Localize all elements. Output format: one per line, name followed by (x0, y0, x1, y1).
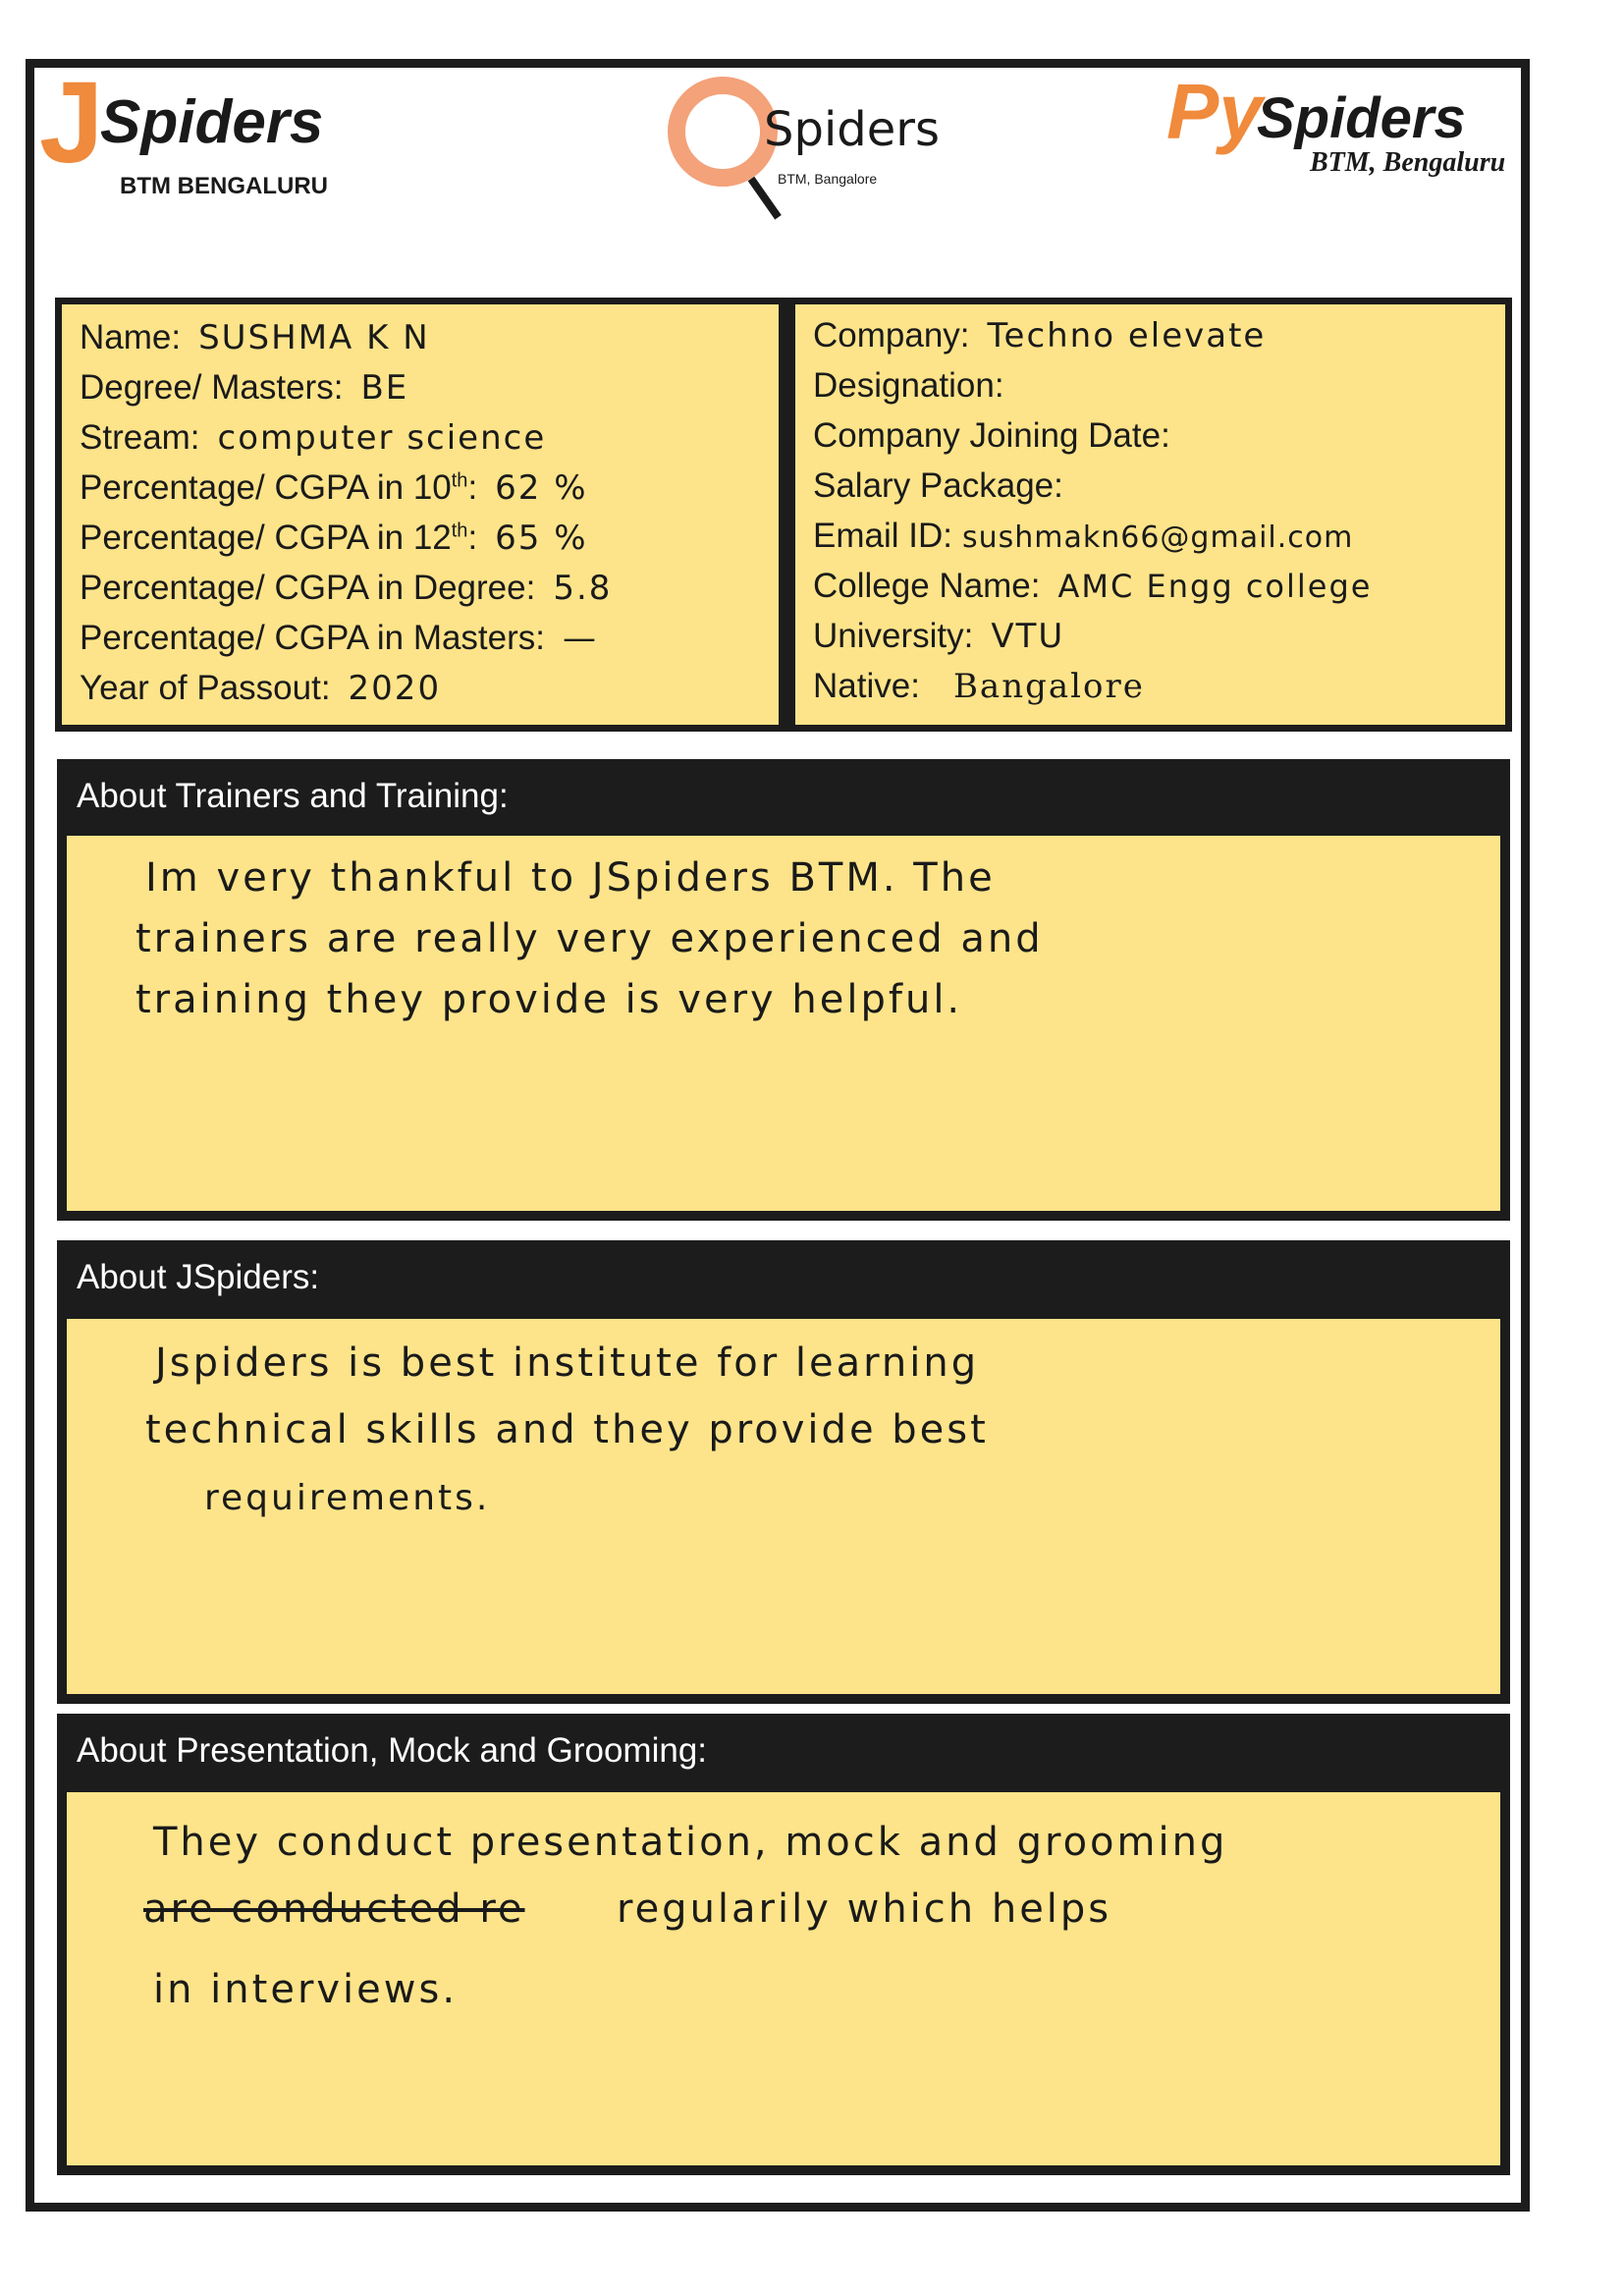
native-value: Bangalore (952, 667, 1145, 706)
company-details-box (785, 298, 1512, 732)
name-row: Name: SUSHMA K N (80, 318, 430, 357)
email-row: Email ID: sushmakn66@gmail.com (813, 517, 1354, 555)
trainers-section-title: About Trainers and Training: (77, 777, 509, 815)
stream-value: computer science (217, 418, 547, 458)
presentation-line: regularily which helps (617, 1886, 1112, 1932)
pyspiders-logo (1159, 68, 1532, 189)
college-row: College Name: AMC Engg college (813, 567, 1373, 605)
qspiders-logo-word: Spiders (764, 102, 941, 157)
jspiders-logo-word: Spiders (100, 88, 324, 156)
pyspiders-logo-word: Spiders (1257, 86, 1466, 150)
native-row: Native: Bangalore (813, 667, 1145, 706)
pct-masters-row: Percentage/ CGPA in Masters: — (80, 619, 599, 658)
pyspiders-logo-subtitle: BTM, Bengaluru (1310, 147, 1506, 178)
jspiders-section (57, 1240, 1510, 1704)
presentation-line: They conduct presentation, mock and grooming (153, 1820, 1228, 1865)
jspiders-line: technical skills and they provide best (145, 1407, 989, 1452)
company-value: Techno elevate (987, 316, 1267, 355)
pct12-value: 65 % (495, 519, 588, 558)
designation-row: Designation: (813, 366, 1004, 405)
presentation-section (57, 1714, 1510, 2175)
pct12-row: Percentage/ CGPA in 12th: 65 % (80, 519, 588, 558)
company-row: Company: Techno elevate (813, 316, 1267, 355)
jspiders-logo (39, 58, 353, 208)
pct10-row: Percentage/ CGPA in 10th: 62 % (80, 468, 588, 508)
jspiders-logo-subtitle: BTM BENGALURU (120, 173, 328, 199)
university-row: University: VTU (813, 617, 1065, 656)
presentation-section-body (67, 1792, 1500, 2165)
jspiders-logo-letter: J (39, 58, 104, 188)
presentation-section-title: About Presentation, Mock and Grooming: (77, 1731, 708, 1770)
pct-degree-row: Percentage/ CGPA in Degree: 5.8 (80, 569, 613, 608)
trainers-line: training they provide is very helpful. (135, 977, 963, 1022)
trainers-line: Im very thankful to JSpiders BTM. The (145, 855, 996, 901)
jspiders-line: Jspiders is best institute for learning (155, 1340, 980, 1386)
college-value: AMC Engg college (1057, 568, 1373, 605)
salary-row: Salary Package: (813, 466, 1063, 505)
pct-masters-value: — (563, 619, 599, 658)
stream-row: Stream: computer science (80, 418, 547, 458)
jspiders-line: requirements. (204, 1478, 491, 1518)
jspiders-section-title: About JSpiders: (77, 1258, 320, 1296)
trainers-section-body (67, 836, 1500, 1211)
degree-row: Degree/ Masters: BE (80, 368, 409, 408)
trainers-line: trainers are really very experienced and (135, 916, 1044, 961)
qspiders-ring-icon (668, 77, 778, 187)
presentation-line: in interviews. (153, 1967, 459, 2012)
jspiders-section-body (67, 1319, 1500, 1694)
pyspiders-logo-letter: Py (1166, 68, 1263, 155)
qspiders-logo (658, 71, 941, 228)
pct-degree-value: 5.8 (553, 569, 613, 608)
year-value: 2020 (348, 669, 442, 708)
pct10-value: 62 % (495, 468, 588, 508)
qspiders-tail-icon (748, 177, 782, 220)
degree-value: BE (360, 368, 409, 408)
email-value: sushmakn66@gmail.com (961, 520, 1354, 555)
joining-date-row: Company Joining Date: (813, 416, 1170, 455)
year-row: Year of Passout: 2020 (80, 669, 442, 708)
qspiders-logo-subtitle: BTM, Bangalore (778, 171, 878, 187)
presentation-struck-line: are conducted re (143, 1886, 525, 1932)
university-value: VTU (991, 617, 1065, 656)
trainers-section (57, 759, 1510, 1221)
name-value: SUSHMA K N (198, 318, 430, 357)
student-details-box (55, 298, 785, 732)
